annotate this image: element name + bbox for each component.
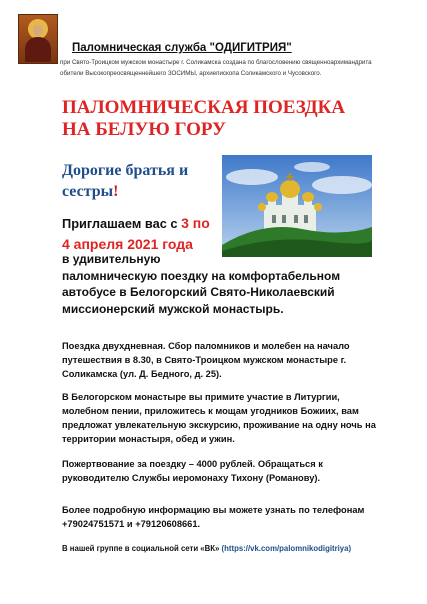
- face-shape: [33, 25, 43, 36]
- invitation-line5: автобусе в Белогорский Свято-Николаевский: [62, 285, 335, 299]
- invitation-line3: в удивительную: [62, 252, 161, 266]
- invitation-date1: 3 по: [181, 215, 210, 231]
- church-photo: [222, 155, 372, 257]
- vk-link[interactable]: (https://vk.com/palomnikodigitriya): [221, 544, 352, 553]
- robe-shape: [25, 37, 51, 62]
- invitation-line1: [62, 215, 210, 231]
- paragraph-schedule: Поездка двухдневная. Сбор паломников и молебен на начало путешествия в 8.30, в Свято-Троицком мужском монастыре г. Соликамска (ул. Д. Бедного, д. 25).: [62, 341, 350, 379]
- greeting: [62, 160, 212, 202]
- org-description: при Свято-Троицком мужском монастыре г. Соликамска создана по благословению священноархимандрита обители Высокопреосвященнейшего ЗОСИМЫ, архиепископа Соликамского и Чусовского.: [60, 59, 372, 77]
- greeting-line1: Дорогие братья и: [62, 162, 189, 179]
- phone-separator: и: [124, 519, 136, 529]
- vk-text: В нашей группе в социальной сети «ВК»: [62, 544, 220, 553]
- invitation-body: [62, 251, 362, 317]
- headline-line2: НА БЕЛУЮ ГОРУ: [62, 119, 226, 140]
- invitation-line6: миссионерский мужской монастырь.: [62, 301, 284, 316]
- headline: [62, 97, 402, 141]
- phone-end: .: [197, 519, 201, 529]
- invitation-line4: паломническую поездку на комфортабельном: [62, 268, 341, 283]
- theotokos-icon: [18, 14, 58, 64]
- paragraph-contacts: [62, 503, 382, 531]
- vk-group-line: [62, 544, 351, 553]
- greeting-line2: сестры: [62, 183, 114, 200]
- headline-line1: ПАЛОМНИЧЕСКАЯ ПОЕЗДКА: [62, 97, 346, 118]
- paragraph-donation: Пожертвование за поездку – 4000 рублей. Обращаться к руководителю Службы иеромонаху Тихону (Романову).: [62, 459, 323, 483]
- invitation-part1: Приглашаем вас с: [62, 216, 182, 231]
- invitation-line2: [62, 236, 193, 252]
- org-title: Паломническая служба "ОДИГИТРИЯ": [72, 42, 292, 54]
- phone-2[interactable]: +79120608661: [135, 519, 198, 529]
- invitation-date2: 4 апреля 2021 года: [62, 236, 193, 252]
- paragraph-program: В Белогорском монастыре вы примите участие в Литургии, молебном пении, приложитесь к мощам угодников Божиих, вам предложат увлекательную экскурсию, проживание на одну ночь на территории монастыря, обед и ужин.: [62, 392, 376, 444]
- contacts-text: Более подробную информацию вы можете узнать по телефонам: [62, 505, 365, 515]
- phone-1[interactable]: +79024751571: [62, 519, 125, 529]
- greeting-exclamation: !: [113, 183, 119, 200]
